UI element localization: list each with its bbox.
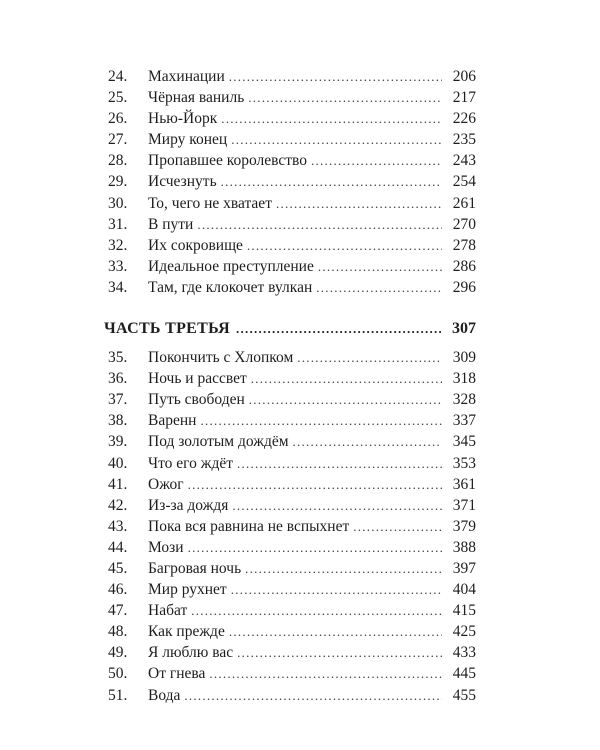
toc-entry[interactable] (104, 453, 476, 474)
toc-entry[interactable] (104, 600, 476, 621)
page-number: 217 (452, 89, 476, 107)
dot-leader (316, 277, 442, 298)
page-number: 286 (452, 257, 476, 275)
toc-entry[interactable] (104, 389, 476, 410)
page-number: 404 (452, 581, 476, 599)
chapter-title: Под золотым дождём (148, 433, 289, 451)
page-number: 455 (452, 686, 476, 704)
toc-entry[interactable] (104, 516, 476, 537)
chapter-title: Набат (148, 602, 188, 620)
page-number: 235 (452, 131, 476, 149)
page-number: 318 (452, 370, 476, 388)
dot-leader (232, 495, 442, 516)
dot-leader (188, 537, 442, 558)
toc-entry[interactable] (104, 87, 476, 108)
dot-leader (237, 642, 442, 663)
dot-leader (221, 171, 442, 192)
page-number: 353 (452, 454, 476, 472)
chapter-title: Багровая ночь (148, 559, 242, 577)
page-number: 388 (452, 538, 476, 556)
chapter-number: 24. (108, 68, 128, 85)
toc-entry[interactable] (104, 685, 476, 706)
dot-leader (249, 389, 442, 410)
chapter-number: 38. (108, 412, 128, 430)
dot-leader (245, 558, 442, 579)
toc-entry[interactable] (104, 663, 476, 684)
chapter-title: Я люблю вас (148, 644, 234, 662)
page-number: 445 (452, 665, 476, 683)
chapter-number: 32. (108, 236, 128, 254)
chapter-title: Ночь и рассвет (148, 370, 247, 388)
chapter-title: Идеальное преступление (148, 257, 314, 275)
chapter-title: Исчезнуть (148, 173, 217, 191)
page-number: 415 (452, 602, 476, 620)
chapter-title: Чёрная ваниль (148, 89, 245, 107)
toc-entry[interactable] (104, 368, 476, 389)
chapter-number: 28. (108, 152, 128, 170)
chapter-number: 40. (108, 454, 128, 472)
page-number: 328 (452, 391, 476, 409)
page-number: 397 (452, 559, 476, 577)
chapter-number: 30. (108, 194, 128, 212)
toc-part-heading[interactable] (104, 317, 476, 341)
chapter-number: 51. (108, 686, 128, 704)
toc-entry[interactable] (104, 235, 476, 256)
chapter-number: 26. (108, 110, 128, 128)
chapter-title: Что его ждёт (148, 454, 233, 472)
page-number: 337 (452, 412, 476, 430)
dot-leader (200, 410, 442, 431)
dot-leader (353, 516, 442, 537)
toc-entry[interactable] (104, 256, 476, 277)
page-number: 379 (452, 517, 476, 535)
dot-leader (188, 474, 442, 495)
chapter-number: 27. (108, 131, 128, 149)
part-title: ЧАСТЬ ТРЕТЬЯ (104, 320, 230, 338)
dot-leader (191, 600, 442, 621)
chapter-number: 25. (108, 89, 128, 107)
dot-leader (276, 193, 442, 214)
page-number: 345 (452, 433, 476, 451)
toc-entry[interactable] (104, 66, 476, 87)
toc-entry[interactable] (104, 579, 476, 600)
toc-entry[interactable] (104, 129, 476, 150)
chapter-title: Из-за дождя (148, 496, 229, 514)
toc-list-part-two (104, 66, 476, 298)
chapter-number: 34. (108, 278, 128, 296)
chapter-title: Покончить с Хлопком (148, 349, 294, 367)
toc-entry[interactable] (104, 495, 476, 516)
chapter-title: Вода (148, 686, 181, 704)
chapter-number: 37. (108, 391, 128, 409)
chapter-title: Там, где клокочет вулкан (148, 278, 313, 296)
chapter-title: Пропавшее королевство (148, 152, 308, 170)
dot-leader (197, 214, 442, 235)
toc-entry[interactable] (104, 171, 476, 192)
dot-leader (231, 579, 442, 600)
dot-leader (293, 431, 442, 452)
chapter-title: Мози (148, 538, 184, 556)
toc-entry[interactable] (104, 347, 476, 368)
dot-leader (229, 621, 442, 642)
dot-leader (297, 347, 442, 368)
page-number: 278 (452, 236, 476, 254)
page-number: 425 (452, 623, 476, 641)
chapter-number: 48. (108, 623, 128, 641)
chapter-number: 29. (108, 173, 128, 191)
dot-leader (248, 87, 442, 108)
toc-entry[interactable] (104, 642, 476, 663)
chapter-number: 47. (108, 602, 128, 620)
chapter-number: 43. (108, 517, 128, 535)
chapter-number: 35. (108, 349, 128, 367)
chapter-number: 39. (108, 433, 128, 451)
chapter-title: Мир рухнет (148, 581, 227, 599)
chapter-title: Как прежде (148, 623, 225, 641)
chapter-title: В пути (148, 215, 194, 233)
page-number: 226 (452, 110, 476, 128)
page-number: 206 (452, 68, 476, 85)
page-number: 270 (452, 215, 476, 233)
chapter-number: 42. (108, 496, 128, 514)
dot-leader (221, 108, 442, 129)
chapter-title: Их сокровище (148, 236, 243, 254)
chapter-number: 36. (108, 370, 128, 388)
page-number: 309 (452, 349, 476, 367)
chapter-number: 41. (108, 475, 128, 493)
chapter-title: Путь свободен (148, 391, 245, 409)
chapter-title: Варенн (148, 412, 197, 430)
dot-leader (236, 317, 442, 341)
chapter-title: Махинации (148, 68, 225, 85)
page-number: 371 (452, 496, 476, 514)
chapter-number: 33. (108, 257, 128, 275)
toc-list-part-three (104, 347, 476, 706)
page-number: 261 (452, 194, 476, 212)
toc-entry[interactable] (104, 214, 476, 235)
chapter-title: От гнева (148, 665, 206, 683)
toc-entry[interactable] (104, 108, 476, 129)
dot-leader (247, 235, 442, 256)
chapter-title: Нью-Йорк (148, 110, 218, 128)
toc-entry[interactable] (104, 621, 476, 642)
table-of-contents (104, 66, 476, 706)
toc-entry[interactable] (104, 558, 476, 579)
page-number: 254 (452, 173, 476, 191)
toc-entry[interactable] (104, 431, 476, 452)
chapter-number: 44. (108, 538, 128, 556)
toc-entry[interactable] (104, 150, 476, 171)
page-number: 433 (452, 644, 476, 662)
chapter-number: 50. (108, 665, 128, 683)
chapter-title: То, чего не хватает (148, 194, 272, 212)
dot-leader (251, 368, 442, 389)
chapter-title: Пока вся равнина не вспыхнет (148, 517, 350, 535)
dot-leader (231, 129, 442, 150)
page-number: 296 (452, 278, 476, 296)
dot-leader (318, 256, 442, 277)
toc-entry[interactable] (104, 277, 476, 298)
dot-leader (237, 453, 442, 474)
toc-entry[interactable] (104, 474, 476, 495)
dot-leader (184, 685, 442, 706)
dot-leader (311, 150, 442, 171)
toc-entry[interactable] (104, 537, 476, 558)
dot-leader (209, 663, 442, 684)
toc-entry[interactable] (104, 410, 476, 431)
chapter-title: Миру конец (148, 131, 228, 149)
part-page-number: 307 (452, 320, 476, 338)
page-number: 361 (452, 475, 476, 493)
page-number: 243 (452, 152, 476, 170)
chapter-number: 49. (108, 644, 128, 662)
dot-leader (229, 66, 442, 87)
chapter-number: 45. (108, 559, 128, 577)
chapter-title: Ожог (148, 475, 184, 493)
chapter-number: 31. (108, 215, 128, 233)
toc-entry[interactable] (104, 193, 476, 214)
chapter-number: 46. (108, 581, 128, 599)
